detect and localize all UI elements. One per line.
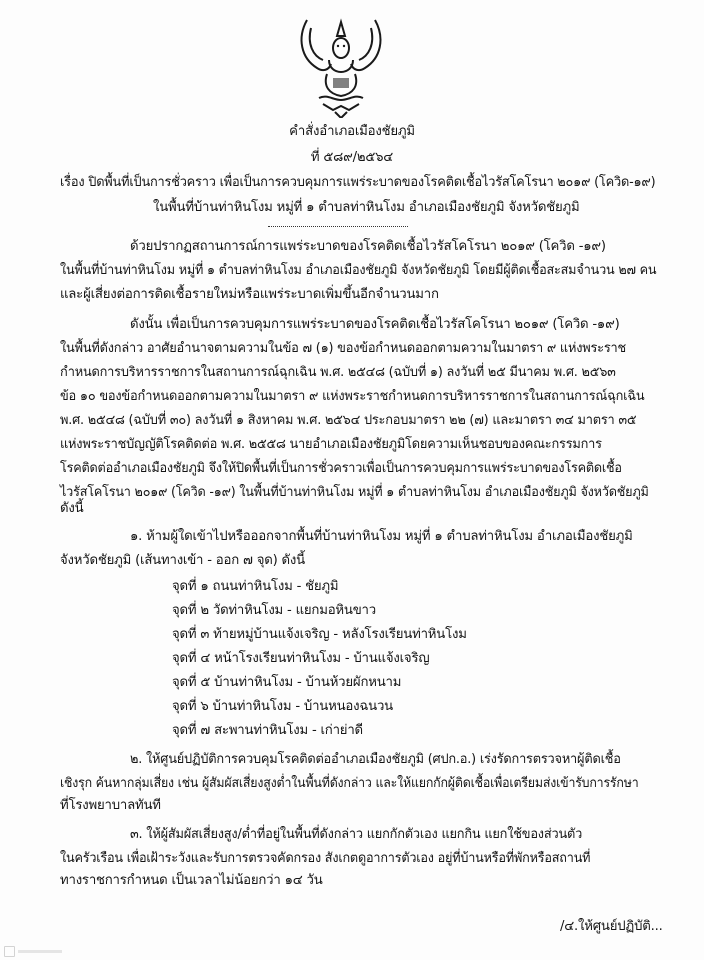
item3-line-2: ในครัวเรือน เพื่อเฝ้าระวังและรับการตรวจคัดกรอง สังเกตดูอาการตัวเอง อยู่ที่บ้านหรือที่พักหรือสถานที่	[60, 851, 591, 866]
p2-line-7: โรคติดต่ออำเภอเมืองชัยภูมิ จึงให้ปิดพื้นที่เป็นการชั่วคราวเพื่อเป็นการควบคุมการแพร่ระบาดของโรคติดเชื้อ	[60, 461, 622, 476]
garuda-emblem-icon	[293, 14, 389, 118]
order-title: คำสั่งอำเภอเมืองชัยภูมิ	[289, 124, 415, 139]
checkpoint-6: จุดที่ ๖ บ้านท่าหินโงม - บ้านหนองฉนวน	[172, 699, 393, 714]
p2-line-6: แห่งพระราชบัญญัติโรคติดต่อ พ.ศ. ๒๕๕๘ นายอำเภอเมืองชัยภูมิโดยความเห็นชอบของคณะกรรมการ	[60, 437, 602, 452]
p1-line-2: ในพื้นที่บ้านท่าหินโงม หมู่ที่ ๑ ตำบลท่าหินโงม อำเภอเมืองชัยภูมิ จังหวัดชัยภูมิ โดยมีผู้ติดเชื้อสะสมจำนวน ๒๗ คน	[60, 263, 657, 278]
checkpoint-4: จุดที่ ๔ หน้าโรงเรียนท่าหินโงม - บ้านแจ้งเจริญ	[172, 651, 430, 666]
checkpoint-7: จุดที่ ๗ สะพานท่าหินโงม - เก่าย่าดี	[172, 723, 363, 738]
checkpoint-1: จุดที่ ๑ ถนนท่าหินโงม - ชัยภูมิ	[172, 579, 339, 594]
item2-line-2: เชิงรุก ค้นหากลุ่มเสี่ยง เช่น ผู้สัมผัสเสี่ยงสูงต่ำในพื้นที่ดังกล่าว และให้แยกกักผู้ติดเชื้อเพื่อเตรียมส่งเข้ารับการรักษา	[60, 776, 639, 791]
p1-line-3: และผู้เสี่ยงต่อการติดเชื้อรายใหม่หรือแพร่ระบาดเพิ่มขึ้นอีกจำนวนมาก	[60, 287, 439, 302]
p1-line-1: ด้วยปรากฏสถานการณ์การแพร่ระบาดของโรคติดเชื้อไวรัสโคโรนา ๒๐๑๙ (โควิด -๑๙)	[130, 239, 606, 254]
p2-line-5: พ.ศ. ๒๕๔๘ (ฉบับที่ ๓๐) ลงวันที่ ๑ สิงหาคม พ.ศ. ๒๕๖๔ ประกอบมาตรา ๒๒ (๗) และมาตรา ๓๔ มาตรา ๓๕	[60, 413, 637, 428]
item3-line-1: ๓. ให้ผู้สัมผัสเสี่ยงสูง/ต่ำที่อยู่ในพื้นที่ดังกล่าว แยกกักตัวเอง แยกกิน แยกใช้ของส่วนตัว	[130, 827, 583, 842]
checkpoint-5: จุดที่ ๕ บ้านท่าหินโงม - บ้านห้วยผักหนาม	[172, 675, 402, 690]
item2-line-1: ๒. ให้ศูนย์ปฏิบัติการควบคุมโรคติดต่ออำเภอเมืองชัยภูมิ (ศปก.อ.) เร่งรัดการตรวจหาผู้ติดเชื้อ	[130, 752, 621, 767]
p2-line-8: ไวรัสโคโรนา ๒๐๑๙ (โควิด -๑๙) ในพื้นที่บ้านท่าหินโงม หมู่ที่ ๑ ตำบลท่าหินโงม อำเภอเมืองชัยภูมิ จังหวัดชัยภูมิ	[60, 485, 649, 500]
item2-line-3: ที่โรงพยาบาลทันที	[60, 798, 161, 813]
subject-line-2: ในพื้นที่บ้านท่าหินโงม หมู่ที่ ๑ ตำบลท่าหินโงม อำเภอเมืองชัยภูมิ จังหวัดชัยภูมิ	[153, 200, 580, 215]
p2-line-4: ข้อ ๑๐ ของข้อกำหนดออกตามความในมาตรา ๙ แห่งพระราชกำหนดการบริหารราชการในสถานการณ์ฉุกเฉิน	[60, 389, 645, 404]
p2-line-3: กำหนดการบริหารราชการในสถานการณ์ฉุกเฉิน พ.ศ. ๒๕๔๘ (ฉบับที่ ๑) ลงวันที่ ๒๕ มีนาคม พ.ศ. ๒๕๖๓	[60, 365, 616, 380]
checkpoint-3: จุดที่ ๓ ท้ายหมู่บ้านแจ้งเจริญ - หลังโรงเรียนท่าหินโงม	[172, 627, 467, 642]
watermark-text	[18, 950, 62, 953]
order-number: ที่ ๕๘๙/๒๕๖๔	[310, 150, 394, 165]
continuation-note: /๔.ให้ศูนย์ปฏิบัติ...	[560, 919, 663, 934]
p2-line-2: ในพื้นที่ดังกล่าว อาศัยอำนาจตามความในข้อ ๗ (๑) ของข้อกำหนดออกตามความในมาตรา ๙ แห่งพระราช	[60, 341, 627, 356]
checkpoint-2: จุดที่ ๒ วัดท่าหินโงม - แยกมอหินขาว	[172, 603, 376, 618]
watermark	[4, 946, 64, 956]
item1-line-1: ๑. ห้ามผู้ใดเข้าไปหรือออกจากพื้นที่บ้านท่าหินโงม หมู่ที่ ๑ ตำบลท่าหินโงม อำเภอเมืองชัยภูมิ	[130, 529, 633, 544]
p2-line-9: ดังนี้	[60, 501, 84, 516]
item3-line-3: ทางราชการกำหนด เป็นเวลาไม่น้อยกว่า ๑๔ วัน	[60, 873, 323, 888]
item1-line-2: จังหวัดชัยภูมิ (เส้นทางเข้า - ออก ๗ จุด) ดังนี้	[60, 553, 305, 568]
subject-line-1: เรื่อง ปิดพื้นที่เป็นการชั่วคราว เพื่อเป็นการควบคุมการแพร่ระบาดของโรคติดเชื้อไวรัสโคโรนา ๒๐๑๙ (โควิด-๑๙)	[60, 175, 656, 190]
separator-dots	[268, 226, 408, 227]
watermark-icon	[4, 946, 15, 957]
p2-line-1: ดังนั้น เพื่อเป็นการควบคุมการแพร่ระบาดของโรคติดเชื้อไวรัสโคโรนา ๒๐๑๙ (โควิด -๑๙)	[130, 317, 620, 332]
